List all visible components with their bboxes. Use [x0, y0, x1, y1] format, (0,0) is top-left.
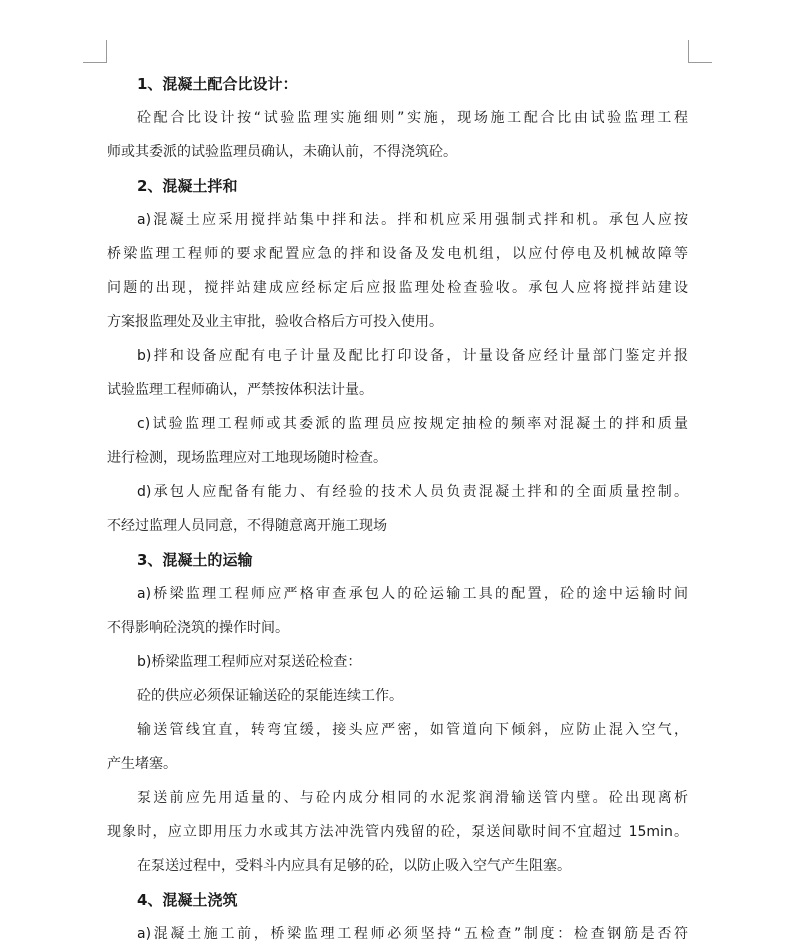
paragraph-line: a)混凝土应采用搅拌站集中拌和法。拌和机应采用强制式拌和机。承包人应按 — [137, 212, 688, 228]
paragraph-line: b)桥梁监理工程师应对泵送砼检查： — [137, 654, 362, 670]
paragraph-line: 现象时，应立即用压力水或其方法冲洗管内残留的砼，泵送间歇时间不宜超过 15min。 — [107, 824, 688, 840]
crop-mark-top-right — [688, 62, 712, 63]
paragraph-line: d)承包人应配备有能力、有经验的技术人员负责混凝土拌和的全面质量控制。 — [137, 484, 688, 500]
section-heading: 1、混凝土配合比设计： — [137, 75, 298, 93]
section-heading: 3、混凝土的运输 — [137, 551, 253, 569]
paragraph-line: 砼配合比设计按“试验监理实施细则”实施，现场施工配合比由试验监理工程 — [137, 110, 688, 126]
paragraph-line: a)混凝土施工前，桥梁监理工程师必须坚持“五检查”制度：检查钢筋是否符 — [137, 926, 688, 942]
paragraph-line: 师或其委派的试验监理员确认，未确认前，不得浇筑砼。 — [107, 144, 457, 160]
paragraph-line: a)桥梁监理工程师应严格审查承包人的砼运输工具的配置，砼的途中运输时间 — [137, 586, 688, 602]
paragraph-line: 产生堵塞。 — [107, 756, 177, 772]
crop-mark-top-left — [106, 40, 107, 62]
paragraph-line: 方案报监理处及业主审批，验收合格后方可投入使用。 — [107, 314, 443, 330]
crop-mark-top-left — [83, 62, 107, 63]
paragraph-line: 输送管线宜直，转弯宜缓，接头应严密，如管道向下倾斜，应防止混入空气， — [137, 722, 688, 738]
paragraph-line: 桥梁监理工程师的要求配置应急的拌和设备及发电机组，以应付停电及机械故障等 — [107, 246, 688, 262]
section-heading: 4、混凝土浇筑 — [137, 891, 238, 909]
paragraph-line: 不得影响砼浇筑的操作时间。 — [107, 620, 289, 636]
paragraph-line: 不经过监理人员同意，不得随意离开施工现场 — [107, 518, 387, 534]
paragraph-line: 砼的供应必须保证输送砼的泵能连续工作。 — [137, 688, 403, 704]
paragraph-line: 进行检测，现场监理应对工地现场随时检查。 — [107, 450, 387, 466]
paragraph-line: 泵送前应先用适量的、与砼内成分相同的水泥浆润滑输送管内壁。砼出现离析 — [137, 790, 688, 806]
paragraph-line: c)试验监理工程师或其委派的监理员应按规定抽检的频率对混凝土的拌和质量 — [137, 416, 688, 432]
document-body — [107, 67, 688, 951]
paragraph-line: 试验监理工程师确认，严禁按体积法计量。 — [107, 382, 373, 398]
section-heading: 2、混凝土拌和 — [137, 177, 238, 195]
paragraph-line: b)拌和设备应配有电子计量及配比打印设备，计量设备应经计量部门鉴定并报 — [137, 348, 688, 364]
paragraph-line: 在泵送过程中，受料斗内应具有足够的砼，以防止吸入空气产生阻塞。 — [137, 858, 571, 874]
paragraph-line: 问题的出现，搅拌站建成应经标定后应报监理处检查验收。承包人应将搅拌站建设 — [107, 280, 688, 296]
crop-mark-top-right — [688, 40, 689, 62]
